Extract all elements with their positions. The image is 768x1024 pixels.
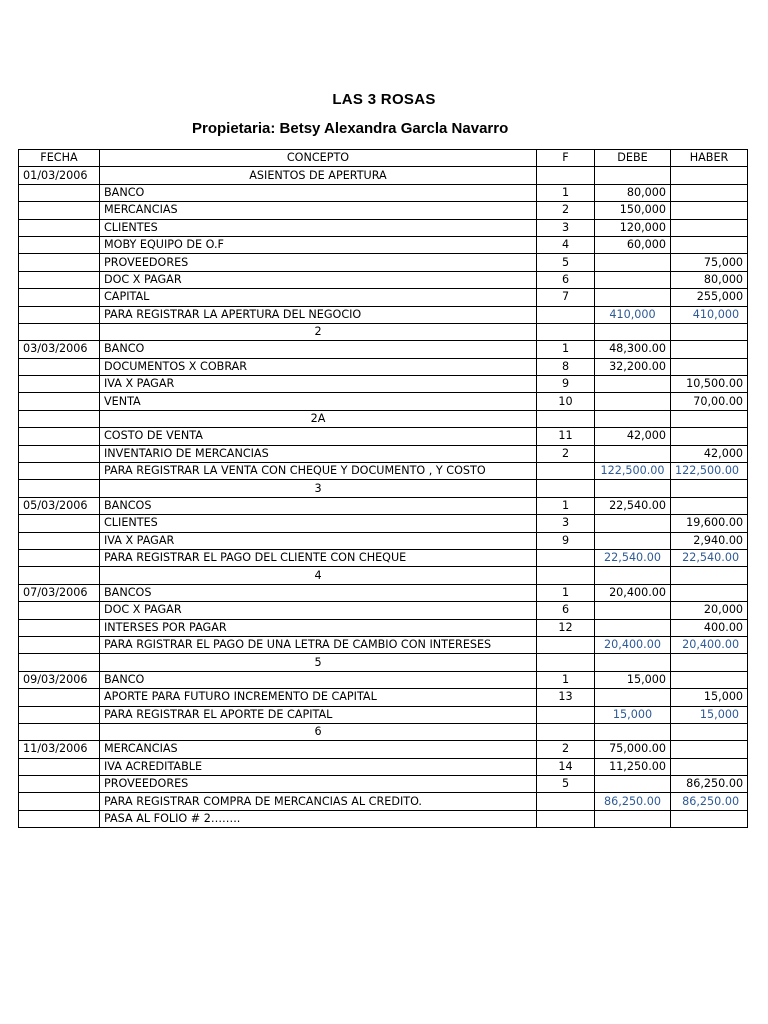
cell-haber: 400.00 — [671, 619, 748, 636]
cell-fecha — [19, 480, 100, 497]
cell-fecha — [19, 532, 100, 549]
cell-f: 3 — [537, 219, 595, 236]
cell-f: 1 — [537, 671, 595, 688]
cell-debe: 86,250.00 — [595, 793, 671, 810]
cell-haber: 15,000 — [671, 689, 748, 706]
cell-debe — [595, 289, 671, 306]
cell-fecha — [19, 810, 100, 827]
cell-concepto: PROVEEDORES — [100, 776, 537, 793]
table-row — [19, 323, 748, 340]
cell-fecha — [19, 567, 100, 584]
cell-f: 9 — [537, 532, 595, 549]
cell-haber — [671, 671, 748, 688]
cell-haber: 75,000 — [671, 254, 748, 271]
cell-concepto: PROVEEDORES — [100, 254, 537, 271]
cell-haber: 42,000 — [671, 445, 748, 462]
table-row — [19, 393, 748, 410]
table-row — [19, 341, 748, 358]
cell-fecha: 09/03/2006 — [19, 671, 100, 688]
cell-fecha — [19, 306, 100, 323]
table-row — [19, 428, 748, 445]
cell-concepto: 2 — [100, 323, 537, 340]
cell-concepto: PARA REGISTRAR COMPRA DE MERCANCIAS AL CREDITO. — [100, 793, 537, 810]
cell-haber: 2,940.00 — [671, 532, 748, 549]
cell-concepto: COSTO DE VENTA — [100, 428, 537, 445]
cell-debe — [595, 619, 671, 636]
cell-fecha — [19, 549, 100, 566]
cell-f — [537, 636, 595, 653]
cell-f: 13 — [537, 689, 595, 706]
table-row — [19, 619, 748, 636]
cell-haber: 19,600.00 — [671, 515, 748, 532]
cell-f — [537, 793, 595, 810]
cell-f: 10 — [537, 393, 595, 410]
cell-f — [537, 306, 595, 323]
cell-concepto: 5 — [100, 654, 537, 671]
header-row — [19, 150, 748, 167]
table-row — [19, 671, 748, 688]
cell-haber — [671, 341, 748, 358]
cell-f — [537, 567, 595, 584]
cell-debe: 150,000 — [595, 202, 671, 219]
cell-debe — [595, 654, 671, 671]
cell-fecha — [19, 654, 100, 671]
cell-debe — [595, 167, 671, 184]
cell-debe — [595, 376, 671, 393]
table-row — [19, 358, 748, 375]
table-row — [19, 636, 748, 653]
table-row — [19, 532, 748, 549]
cell-f: 5 — [537, 776, 595, 793]
cell-debe: 122,500.00 — [595, 463, 671, 480]
cell-f: 1 — [537, 341, 595, 358]
cell-fecha — [19, 463, 100, 480]
cell-f: 4 — [537, 236, 595, 253]
cell-f — [537, 323, 595, 340]
cell-haber — [671, 202, 748, 219]
cell-f: 2 — [537, 741, 595, 758]
cell-debe: 15,000 — [595, 706, 671, 723]
cell-concepto: 6 — [100, 723, 537, 740]
table-row — [19, 376, 748, 393]
cell-fecha — [19, 393, 100, 410]
table-row — [19, 306, 748, 323]
cell-haber: 255,000 — [671, 289, 748, 306]
cell-fecha — [19, 410, 100, 427]
cell-debe: 410,000 — [595, 306, 671, 323]
table-row — [19, 706, 748, 723]
cell-debe: 48,300.00 — [595, 341, 671, 358]
table-row — [19, 254, 748, 271]
cell-debe: 120,000 — [595, 219, 671, 236]
cell-f: 1 — [537, 184, 595, 201]
cell-debe: 20,400.00 — [595, 636, 671, 653]
cell-haber — [671, 758, 748, 775]
cell-haber: 86,250.00 — [671, 793, 748, 810]
cell-fecha: 07/03/2006 — [19, 584, 100, 601]
cell-debe — [595, 689, 671, 706]
cell-haber: 70,00.00 — [671, 393, 748, 410]
cell-f: 1 — [537, 584, 595, 601]
cell-debe — [595, 393, 671, 410]
table-row — [19, 741, 748, 758]
cell-haber: 20,400.00 — [671, 636, 748, 653]
cell-fecha — [19, 289, 100, 306]
cell-fecha — [19, 776, 100, 793]
cell-concepto: 3 — [100, 480, 537, 497]
table-row — [19, 602, 748, 619]
cell-concepto: CLIENTES — [100, 515, 537, 532]
cell-haber — [671, 358, 748, 375]
cell-debe — [595, 723, 671, 740]
cell-concepto: DOCUMENTOS X COBRAR — [100, 358, 537, 375]
cell-f — [537, 706, 595, 723]
cell-fecha — [19, 636, 100, 653]
cell-debe — [595, 515, 671, 532]
cell-concepto: 2A — [100, 410, 537, 427]
cell-haber: 122,500.00 — [671, 463, 748, 480]
cell-haber — [671, 497, 748, 514]
cell-haber — [671, 219, 748, 236]
cell-f: 9 — [537, 376, 595, 393]
cell-concepto: PARA REGISTRAR EL APORTE DE CAPITAL — [100, 706, 537, 723]
cell-haber: 86,250.00 — [671, 776, 748, 793]
cell-f — [537, 654, 595, 671]
table-row — [19, 758, 748, 775]
cell-f — [537, 480, 595, 497]
table-row — [19, 202, 748, 219]
cell-concepto: PARA REGISTRAR LA APERTURA DEL NEGOCIO — [100, 306, 537, 323]
cell-debe — [595, 567, 671, 584]
cell-fecha — [19, 254, 100, 271]
cell-concepto: MERCANCIAS — [100, 741, 537, 758]
cell-fecha: 11/03/2006 — [19, 741, 100, 758]
cell-f — [537, 463, 595, 480]
cell-debe: 11,250.00 — [595, 758, 671, 775]
cell-f: 11 — [537, 428, 595, 445]
cell-debe — [595, 271, 671, 288]
cell-fecha — [19, 271, 100, 288]
cell-concepto: ASIENTOS DE APERTURA — [100, 167, 537, 184]
cell-debe: 22,540.00 — [595, 549, 671, 566]
cell-debe — [595, 254, 671, 271]
cell-f: 5 — [537, 254, 595, 271]
cell-fecha: 03/03/2006 — [19, 341, 100, 358]
cell-debe — [595, 810, 671, 827]
table-row — [19, 793, 748, 810]
cell-concepto: VENTA — [100, 393, 537, 410]
table-row — [19, 463, 748, 480]
cell-debe: 42,000 — [595, 428, 671, 445]
cell-concepto: PARA REGISTRAR EL PAGO DEL CLIENTE CON CHEQUE — [100, 549, 537, 566]
cell-f — [537, 810, 595, 827]
cell-debe — [595, 445, 671, 462]
cell-fecha — [19, 793, 100, 810]
cell-debe: 20,400.00 — [595, 584, 671, 601]
cell-haber: 22,540.00 — [671, 549, 748, 566]
cell-f: 14 — [537, 758, 595, 775]
cell-concepto: INVENTARIO DE MERCANCIAS — [100, 445, 537, 462]
column-header-f: F — [537, 150, 595, 167]
cell-f — [537, 723, 595, 740]
cell-f: 2 — [537, 445, 595, 462]
cell-haber — [671, 723, 748, 740]
document-title: LAS 3 ROSAS — [332, 91, 436, 108]
table-row — [19, 723, 748, 740]
cell-concepto: CAPITAL — [100, 289, 537, 306]
table-row — [19, 219, 748, 236]
cell-concepto: DOC X PAGAR — [100, 271, 537, 288]
cell-concepto: BANCO — [100, 341, 537, 358]
table-row — [19, 445, 748, 462]
table-row — [19, 515, 748, 532]
cell-concepto: MOBY EQUIPO DE O.F — [100, 236, 537, 253]
cell-f: 6 — [537, 271, 595, 288]
cell-haber — [671, 184, 748, 201]
cell-fecha — [19, 236, 100, 253]
cell-f: 1 — [537, 497, 595, 514]
cell-fecha — [19, 376, 100, 393]
cell-haber — [671, 428, 748, 445]
table-row — [19, 184, 748, 201]
cell-haber — [671, 584, 748, 601]
cell-f: 12 — [537, 619, 595, 636]
cell-concepto: IVA ACREDITABLE — [100, 758, 537, 775]
cell-f — [537, 410, 595, 427]
cell-fecha — [19, 723, 100, 740]
column-header-debe: DEBE — [595, 150, 671, 167]
cell-fecha — [19, 428, 100, 445]
cell-debe: 60,000 — [595, 236, 671, 253]
cell-fecha — [19, 602, 100, 619]
cell-concepto: IVA X PAGAR — [100, 376, 537, 393]
cell-fecha — [19, 445, 100, 462]
cell-haber — [671, 410, 748, 427]
cell-concepto: 4 — [100, 567, 537, 584]
table-row — [19, 480, 748, 497]
cell-debe — [595, 776, 671, 793]
cell-debe — [595, 602, 671, 619]
cell-f — [537, 167, 595, 184]
cell-haber: 20,000 — [671, 602, 748, 619]
cell-haber: 410,000 — [671, 306, 748, 323]
cell-fecha — [19, 515, 100, 532]
cell-haber — [671, 167, 748, 184]
table-row — [19, 549, 748, 566]
cell-concepto: MERCANCIAS — [100, 202, 537, 219]
cell-f: 3 — [537, 515, 595, 532]
column-header-fecha: FECHA — [19, 150, 100, 167]
cell-concepto: PASA AL FOLIO # 2…….. — [100, 810, 537, 827]
cell-haber — [671, 567, 748, 584]
cell-f: 8 — [537, 358, 595, 375]
journal-body — [19, 167, 748, 828]
cell-concepto: PARA RGISTRAR EL PAGO DE UNA LETRA DE CAMBIO CON INTERESES — [100, 636, 537, 653]
cell-haber — [671, 810, 748, 827]
cell-concepto: INTERSES POR PAGAR — [100, 619, 537, 636]
cell-fecha — [19, 358, 100, 375]
cell-debe: 80,000 — [595, 184, 671, 201]
cell-concepto: BANCOS — [100, 497, 537, 514]
cell-debe — [595, 323, 671, 340]
cell-concepto: BANCOS — [100, 584, 537, 601]
cell-fecha: 01/03/2006 — [19, 167, 100, 184]
cell-f: 6 — [537, 602, 595, 619]
cell-concepto: BANCO — [100, 671, 537, 688]
cell-fecha — [19, 619, 100, 636]
cell-haber — [671, 323, 748, 340]
table-row — [19, 271, 748, 288]
cell-f: 2 — [537, 202, 595, 219]
cell-fecha — [19, 689, 100, 706]
cell-fecha — [19, 202, 100, 219]
cell-concepto: IVA X PAGAR — [100, 532, 537, 549]
table-row — [19, 167, 748, 184]
cell-debe — [595, 410, 671, 427]
cell-concepto: BANCO — [100, 184, 537, 201]
column-header-haber: HABER — [671, 150, 748, 167]
table-row — [19, 497, 748, 514]
cell-debe: 75,000.00 — [595, 741, 671, 758]
cell-fecha — [19, 706, 100, 723]
cell-debe: 22,540.00 — [595, 497, 671, 514]
cell-debe — [595, 532, 671, 549]
cell-fecha — [19, 184, 100, 201]
journal-table — [18, 149, 748, 828]
cell-haber: 10,500.00 — [671, 376, 748, 393]
table-row — [19, 236, 748, 253]
cell-concepto: APORTE PARA FUTURO INCREMENTO DE CAPITAL — [100, 689, 537, 706]
cell-debe — [595, 480, 671, 497]
cell-debe: 32,200.00 — [595, 358, 671, 375]
cell-concepto: PARA REGISTRAR LA VENTA CON CHEQUE Y DOCUMENTO , Y COSTO — [100, 463, 537, 480]
owner-line: Propietaria: Betsy Alexandra Garcla Navarro — [192, 120, 509, 137]
cell-haber — [671, 480, 748, 497]
table-row — [19, 776, 748, 793]
cell-concepto: CLIENTES — [100, 219, 537, 236]
cell-fecha — [19, 758, 100, 775]
cell-haber — [671, 236, 748, 253]
cell-fecha — [19, 219, 100, 236]
table-row — [19, 584, 748, 601]
cell-f — [537, 549, 595, 566]
cell-haber: 15,000 — [671, 706, 748, 723]
table-row — [19, 654, 748, 671]
cell-haber — [671, 741, 748, 758]
table-row — [19, 567, 748, 584]
cell-debe: 15,000 — [595, 671, 671, 688]
table-row — [19, 689, 748, 706]
cell-f: 7 — [537, 289, 595, 306]
cell-haber — [671, 654, 748, 671]
table-row — [19, 410, 748, 427]
cell-fecha — [19, 323, 100, 340]
table-row — [19, 810, 748, 827]
column-header-concepto: CONCEPTO — [100, 150, 537, 167]
cell-haber: 80,000 — [671, 271, 748, 288]
cell-concepto: DOC X PAGAR — [100, 602, 537, 619]
table-row — [19, 289, 748, 306]
cell-fecha: 05/03/2006 — [19, 497, 100, 514]
